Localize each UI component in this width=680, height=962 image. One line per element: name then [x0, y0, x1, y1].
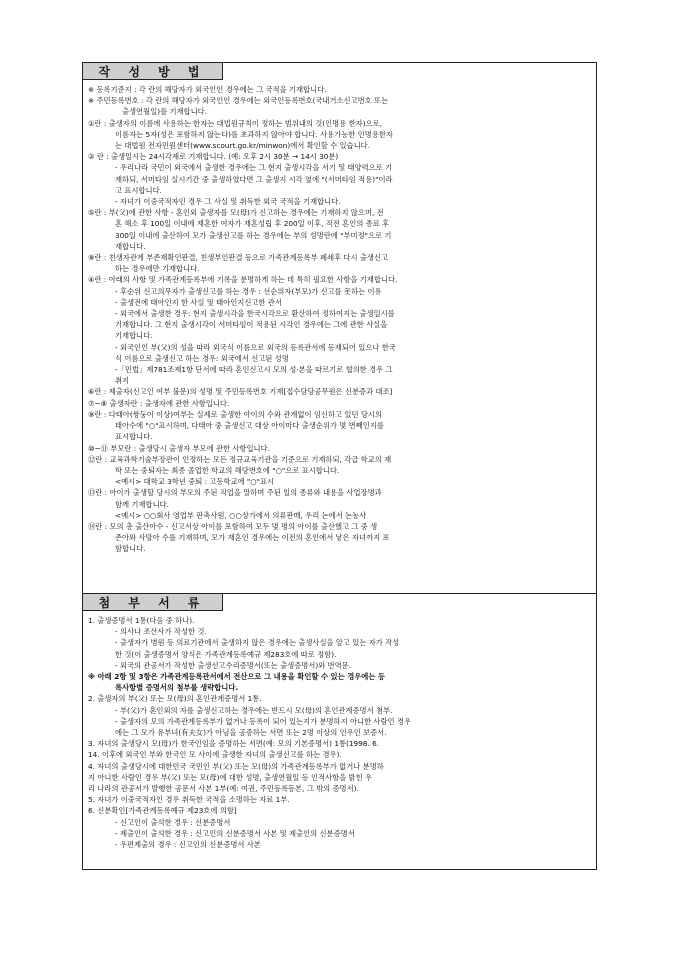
attachments-line: - 의사나 조산사가 작성한 것.: [115, 627, 207, 637]
attachments-line: - 신고인이 출석한 경우 : 신분증명서: [115, 817, 231, 827]
method-section-title: 작 성 방 법: [82, 62, 223, 80]
method-line: ⑭란 : 모의 총 출산아수 - 신고서상 아이를 포함하여 모두 몇 명의 아이를 출산했고 그 중 생: [88, 521, 378, 531]
attachments-line: 14. 이후에 외국인 부와 한국인 모 사이에 출생한 자녀의 출생신고를 하는 경우).: [88, 750, 342, 760]
method-line: ⑦~⑧ 출생자란 : 출생자에 관한 사항입니다.: [88, 398, 230, 408]
attachments-line: 2. 출생자의 부(父) 또는 모(母)의 혼인관계증명서 1통.: [88, 694, 262, 704]
method-line: ⑥란 : 제출자(신고인 여부 불문)의 성명 및 주민등록번호 기재[접수담당공무원은 신분증과 대조]: [88, 387, 393, 397]
method-line: ⑨란 : 친생자관계 부존재확인판결, 친생부인판결 등으로 가족관계등록부 폐쇄후 다시 출생신고: [88, 253, 389, 263]
method-line: ⑩~⑪ 부모란 : 출생당시 출생자 부모에 관한 사항입니다.: [88, 443, 270, 453]
method-line: 300일 이내에 출산하여 모가 출생신고를 하는 경우에는 부의 성명란에 "부미정"으로 기: [115, 230, 392, 240]
method-line: 표시합니다.: [115, 432, 153, 442]
method-line: -「민법」제781조제1항 단서에 따라 혼인신고시 모의 성·본을 따르기로 협의한 경우 그: [115, 365, 393, 375]
attachments-line: - 우편제출의 경우 : 신고인의 신분증명서 사본: [115, 840, 261, 850]
method-line: 식 이름으로 출생신고 하는 경우: 외국에서 신고된 성명: [115, 353, 289, 363]
attachments-line: - 출생자의 모의 가족관계등록부가 없거나 등록이 되어 있는지가 분명하지 아니한 사람인 경우: [115, 716, 411, 726]
attachments-line: 3. 자녀의 출생당시 모(母)가 한국인임을 증명하는 서면(예: 모의 기본증명서) 1통(1998. 6.: [88, 739, 380, 749]
method-line: 는 대법원 전자민원센터(www.scourt.go.kr/minwon)에서 확인할 수 있습니다.: [115, 141, 371, 151]
attachments-line: 록사항별 증명서의 첨부를 생략합니다.: [115, 683, 239, 693]
method-line: 혼 해소 후 100일 이내에 재혼한 여자가 재혼성립 후 200일 이후, 직전 혼인의 종료 후: [115, 219, 390, 229]
method-line: ⑫란 : 교육과학기술부장관이 인정하는 모든 정규교육기관을 기준으로 기재하되, 각급 학교의 재: [88, 454, 392, 464]
attachments-section-title: 첨 부 서 류: [82, 593, 223, 611]
attachments-line: 4. 자녀의 출생당시에 대한민국 국민인 부(父) 또는 모(母)의 가족관계등록부가 없거나 분명하: [88, 761, 384, 771]
method-line: - 자녀가 이중국적자인 경우 그 사실 및 취득한 외국 국적을 기재합니다.: [115, 197, 341, 207]
attachments-line: 6. 신분확인[가족관계등록예규 제23호에 의함]: [88, 806, 237, 816]
method-line: 고 표시합니다.: [115, 185, 162, 195]
method-line: 출생연월일)를 기재합니다.: [122, 107, 208, 117]
attachments-line: 지 아니한 사람인 경우 부(父) 또는 모(母)에 대한 성명, 출생연월일 등 인적사항을 밝힌 우: [88, 772, 373, 782]
method-line: 재합니다.: [115, 241, 146, 251]
method-section-body: [88, 84, 593, 555]
attachments-line: - 외국의 관공서가 작성한 출생신고수리증명서(또는 출생증명서)와 번역문.: [115, 660, 352, 670]
method-line: - 후순위 신고의무자가 출생신고를 하는 경우 : 선순위자(부모)가 신고를 못하는 이유: [115, 286, 382, 296]
method-line: - 출생전에 태아인지 한 사실 및 태아인지신고한 관서: [115, 297, 282, 307]
method-line: 태아수에 "○"표시하며, 다태아 중 출생신고 대상 아이마다 출생순위가 몇 번째인지를: [115, 421, 384, 431]
method-line: <예시> 대학교 3학년 중퇴 : 고등학교에 "○"표시: [115, 477, 275, 487]
method-line: 기재합니다.: [115, 331, 153, 341]
method-line: ⑨란 : 다태아(쌍둥이 이상)여부는 실제로 출생한 아이의 수와 관계없이 임신하고 있던 당시의: [88, 409, 382, 419]
attachments-line: - 부(父)가 혼인외의 자를 출생신고하는 경우에는 반드시 모(母)의 혼인관계증명서 첨부.: [115, 705, 393, 715]
method-line: 학 또는 중퇴자는 최종 졸업한 학교의 해당번호에 "○"으로 표시합니다.: [115, 465, 340, 475]
attachments-line: 5. 자녀가 이중국적자인 경우 취득한 국적을 소명하는 자료 1부.: [88, 795, 290, 805]
attachments-line: - 제출인이 출석한 경우 : 신고인의 신분증명서 사본 및 제출인의 신분증명서: [115, 828, 355, 838]
method-line: ①란 : 출생자의 이름에 사용하는 한자는 대법원규칙이 정하는 범위내의 것(인명용 한자)으로,: [88, 118, 382, 128]
attachments-line: - 출생자가 병원 등 의료기관에서 출생하지 않은 경우에는 출생사실을 알고 있는 자가 작성: [115, 638, 400, 648]
method-line: 하는 경우에만 기재합니다.: [115, 264, 200, 274]
method-line: <예시> ○○회사 영업부 판촉사원, ○○상가에서 의류판매, 우리 논에서 논농사: [115, 510, 367, 520]
method-line: 재하되, 서머타임 실시기간 중 출생하였다면 그 출생지 시각 옆에 "(서머타임 적용)"이라: [115, 174, 393, 184]
method-line: ※ 등록기준지 : 각 란의 해당자가 외국인인 경우에는 그 국적을 기재합니다.: [88, 85, 327, 94]
method-line: ② 란 : 출생일시는 24시각제로 기재합니다. (예: 오후 2시 30분 → 14시 30분): [88, 152, 339, 162]
attachments-line: ※ 아래 2항 및 3항은 가족관계등록관서에서 전산으로 그 내용을 확인할 수 있는 경우에는 등: [88, 672, 385, 682]
attachments-section-body: [88, 615, 593, 850]
method-line: 기재합니다. 그 현지 출생시각이 서머타임이 적용된 시각인 경우에는 그에 관한 사실을: [115, 320, 388, 330]
method-line: 이름자는 5자(성은 포함하지 않는다)를 초과하지 않아야 합니다. 사용가능한 인명용한자: [115, 129, 393, 139]
method-line: 존아와 사망아 수를 기재하며, 모가 재혼인 경우에는 이전의 혼인에서 낳은 자녀까지 포: [115, 533, 390, 543]
method-line: ④란 : 아래의 사항 및 가족관계등록부에 기록을 분명하게 하는 데 특히 필요한 사항을 기재합니다.: [88, 275, 398, 285]
method-line: ※ 주민등록번호 : 각 란의 해당자가 외국인인 경우에는 외국인등록번호(국내거소신고번호 또는: [88, 96, 389, 106]
method-line: - 우리나라 국민이 외국에서 출생한 경우에는 그 현지 출생시각을 서기 및 태양력으로 기: [115, 163, 393, 173]
attachments-line: 한 것(이 출생증명서 양식은 가족관계등록예규 제283호에 따로 정함).: [115, 649, 337, 659]
method-line: ⑬란 : 아이가 출생할 당시의 부모의 주된 직업을 말하며 주된 일의 종류와 내용을 사업장명과: [88, 488, 382, 498]
method-line: 취지: [115, 376, 130, 386]
attachments-line: 리 나라의 관공서가 발행한 공문서 사본 1부(예: 여권, 주민등록등본, 그 밖의 증명서).: [88, 784, 359, 794]
method-line: - 외국인인 부(父)의 성을 따라 외국식 이름으로 외국의 등록관서에 등재되어 있으나 한국: [115, 342, 396, 352]
method-line: 함합니다.: [115, 544, 146, 554]
method-line: ⑤란 : 부(父)에 관한 사항 - 혼인외 출생자를 모(母)가 신고하는 경우에는 기재하지 않으며, 전: [88, 208, 384, 218]
method-line: 함께 기재합니다.: [115, 499, 169, 509]
method-line: - 외국에서 출생한 경우: 현지 출생시각을 한국시각으로 환산하여 정하여지는 출생일시를: [115, 309, 395, 319]
attachments-line: 1. 출생증명서 1통(다음 중 하나).: [88, 616, 195, 625]
attachments-line: 에는 그 모가 유부녀(有夫女)가 아님을 공증하는 서면 또는 2명 이상의 인우인 보증서.: [115, 728, 387, 738]
